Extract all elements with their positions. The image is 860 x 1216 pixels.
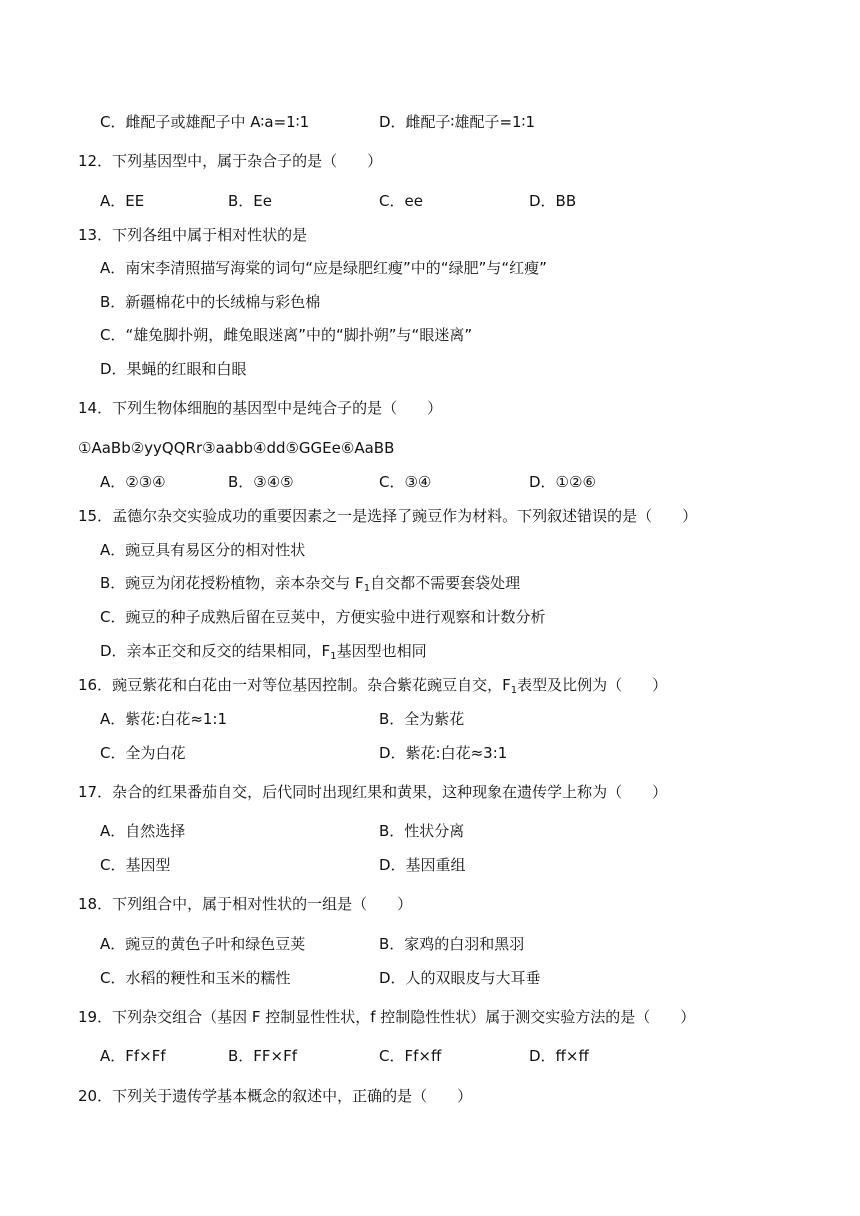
q16-option-a: A．紫花:白花≈1:1 — [100, 710, 228, 728]
q18-option-c: C．水稻的粳性和玉米的糯性 — [100, 969, 291, 987]
q12-option-c: C．ee — [379, 192, 423, 210]
q19-option-b: B．FF×Ff — [228, 1047, 298, 1065]
q18-stem: 18．下列组合中，属于相对性状的一组是（ ） — [78, 895, 413, 913]
q12-option-b: B．Ee — [228, 192, 272, 210]
q19-option-d: D．ff×ff — [529, 1047, 589, 1065]
q13-option-c: C．“雄兔脚扑朔，雌兔眼迷离”中的“脚扑朔”与“眼迷离” — [100, 326, 473, 344]
q17-option-d: D．基因重组 — [379, 856, 466, 874]
q19-option-a: A．Ff×Ff — [100, 1047, 166, 1065]
q14-option-a: A．②③④ — [100, 473, 166, 491]
q17-stem: 17．杂合的红果番茄自交，后代同时出现红果和黄果，这种现象在遗传学上称为（ ） — [78, 783, 668, 801]
q19-option-c: C．Ff×ff — [379, 1047, 442, 1065]
q13-option-b: B．新疆棉花中的长绒棉与彩色棉 — [100, 293, 321, 311]
q15-stem: 15．孟德尔杂交实验成功的重要因素之一是选择了豌豆作为材料。下列叙述错误的是（ ） — [78, 507, 698, 525]
q18-option-b: B．家鸡的白羽和黑羽 — [379, 935, 525, 953]
q16-option-c: C．全为白花 — [100, 744, 186, 762]
q14-option-b: B．③④⑤ — [228, 473, 294, 491]
q16-stem: 16．豌豆紫花和白花由一对等位基因控制。杂合紫花豌豆自交，$F_1$表型及比例为（ ） — [78, 676, 668, 696]
q12-option-d: D．BB — [529, 192, 577, 210]
q13-option-d: D．果蝇的红眼和白眼 — [100, 360, 247, 378]
q14-option-c: C．③④ — [379, 473, 432, 491]
q16-option-d: D．紫花:白花≈3:1 — [379, 744, 508, 762]
q14-stem: 14．下列生物体细胞的基因型中是纯合子的是（ ） — [78, 399, 443, 417]
q17-option-a: A．自然选择 — [100, 822, 186, 840]
q17-option-b: B．性状分离 — [379, 822, 465, 840]
q14-option-d: D．①②⑥ — [529, 473, 596, 491]
q17-option-c: C．基因型 — [100, 856, 171, 874]
q18-option-a: A．豌豆的黄色子叶和绿色豆荚 — [100, 935, 306, 953]
q14-genotype-list: ①AaBb②yyQQRr③aabb④dd⑤GGEe⑥AaBB — [78, 439, 395, 457]
q16-option-b: B．全为紫花 — [379, 710, 465, 728]
q12-stem: 12．下列基因型中，属于杂合子的是（ ） — [78, 152, 383, 170]
q15-option-d: D．亲本正交和反交的结果相同，$F_1$基因型也相同 — [100, 642, 427, 662]
q15-option-b: B．豌豆为闭花授粉植物，亲本杂交与 $F_1$自交都不需要套袋处理 — [100, 574, 521, 594]
q11-option-c: C．雌配子或雄配子中 A∶a=1∶1 — [100, 113, 310, 131]
q13-option-a: A．南宋李清照描写海棠的词句“应是绿肥红瘦”中的“绿肥”与“红瘦” — [100, 259, 547, 277]
q12-option-a: A．EE — [100, 192, 145, 210]
q13-stem: 13．下列各组中属于相对性状的是 — [78, 226, 308, 244]
q19-stem: 19．下列杂交组合（基因 F 控制显性性状，f 控制隐性性状）属于测交实验方法的是（ ） — [78, 1008, 696, 1026]
q11-option-d: D．雌配子∶雄配子=1∶1 — [379, 113, 536, 131]
q15-option-c: C．豌豆的种子成熟后留在豆荚中，方便实验中进行观察和计数分析 — [100, 608, 546, 626]
q15-option-a: A．豌豆具有易区分的相对性状 — [100, 541, 306, 559]
q20-stem: 20．下列关于遗传学基本概念的叙述中，正确的是（ ） — [78, 1087, 473, 1105]
q18-option-d: D．人的双眼皮与大耳垂 — [379, 969, 541, 987]
